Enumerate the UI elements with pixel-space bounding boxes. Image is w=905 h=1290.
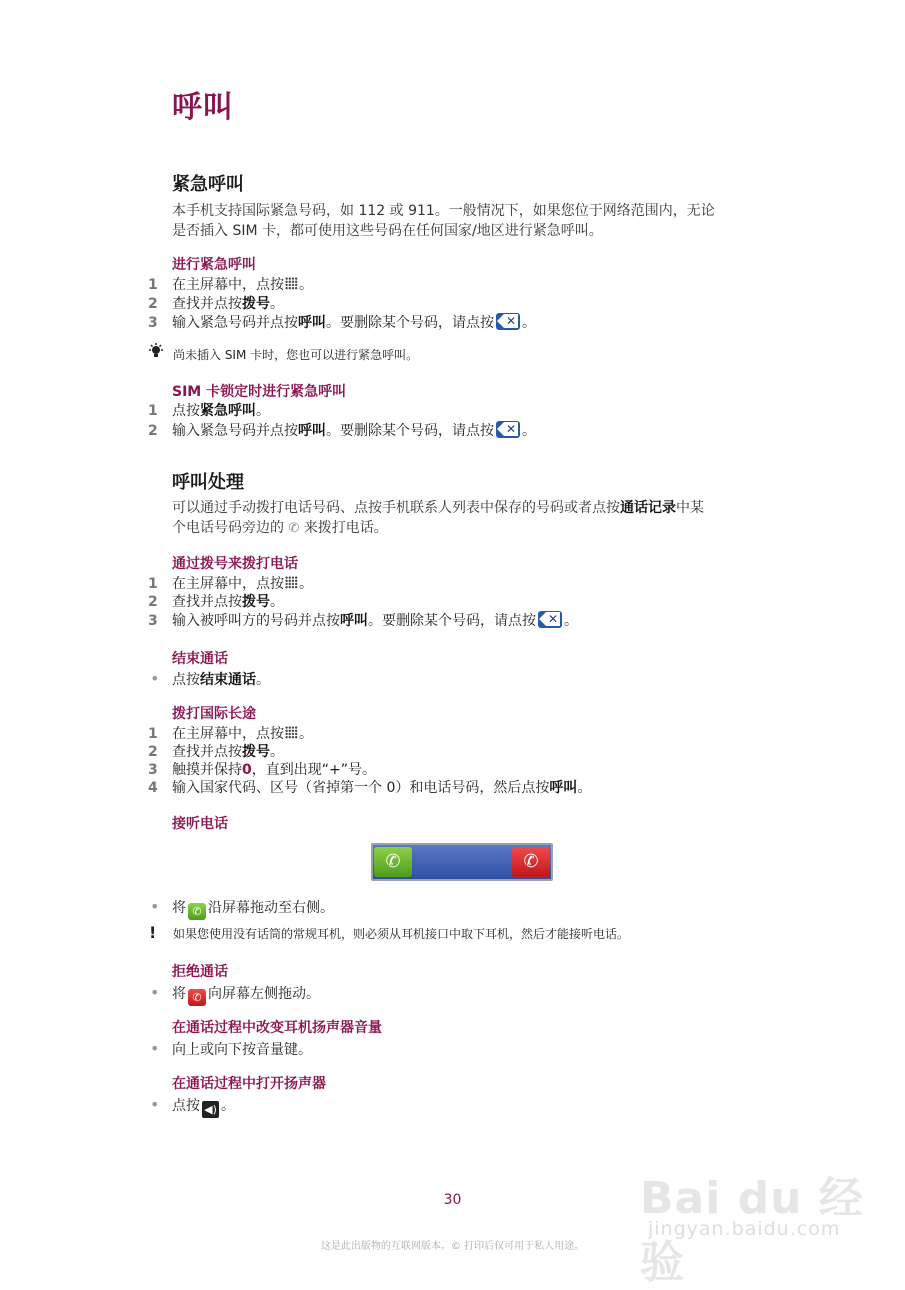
bullet: •	[150, 983, 160, 1002]
period: 。	[299, 277, 313, 293]
emergency-paragraph	[172, 201, 762, 241]
app-grid-icon[interactable]	[285, 726, 298, 739]
subheading-speaker: 在通话过程中打开扬声器	[172, 1076, 326, 1092]
step-number: 1	[148, 277, 158, 293]
step-text: 点按	[172, 403, 200, 419]
dial-label: 拨号	[242, 594, 270, 610]
step-text: 查找并点按	[172, 296, 242, 312]
lightbulb-tip-icon	[148, 343, 173, 362]
section-heading-call-handling: 呼叫处理	[172, 472, 244, 493]
step-row	[148, 421, 536, 441]
bullet-text: 点按	[172, 1098, 200, 1114]
page-title: 呼叫	[172, 90, 234, 125]
period: 。	[270, 296, 284, 312]
footer-note: 这是此出版物的互联网版本。© 打印后仅可用于私人用途。	[320, 1241, 585, 1252]
step-number: 2	[148, 744, 158, 760]
step-number: 1	[148, 403, 158, 419]
step-text: 输入紧急号码并点按	[172, 315, 298, 331]
step-number: 2	[148, 423, 158, 439]
call-log-label: 通话记录	[620, 500, 676, 516]
step-text: 在主屏幕中，点按	[172, 277, 284, 293]
app-grid-icon[interactable]	[285, 277, 298, 290]
period: 。	[299, 726, 313, 742]
period: 。	[299, 576, 313, 592]
period: 。	[522, 315, 536, 331]
bullet-text: 沿屏幕拖动至右侧。	[208, 900, 334, 916]
step-row	[148, 743, 284, 762]
call-handling-paragraph	[172, 498, 762, 539]
dial-label: 拨号	[242, 296, 270, 312]
step-number: 3	[148, 762, 158, 778]
backspace-delete-icon[interactable]: ✕	[496, 313, 520, 330]
para-text: 个电话号码旁边的	[172, 520, 284, 536]
step-row	[148, 761, 376, 780]
step-text: 输入紧急号码并点按	[172, 423, 298, 439]
bullet: •	[150, 1039, 160, 1058]
period: 。	[577, 780, 592, 796]
app-grid-icon[interactable]	[285, 576, 298, 589]
period: 。	[256, 672, 270, 688]
bullet: •	[150, 669, 160, 688]
bullet-row	[148, 1039, 312, 1060]
subheading-sim-locked: SIM 卡锁定时进行紧急呼叫	[172, 384, 347, 400]
step-row	[148, 575, 313, 594]
period: 。	[270, 594, 284, 610]
step-number: 1	[148, 726, 158, 742]
backspace-delete-icon[interactable]: ✕	[496, 421, 520, 438]
para-text: 可以通过手动拨打电话号码、点按手机联系人列表中保存的号码或者点按	[172, 500, 620, 516]
step-number: 1	[148, 576, 158, 592]
step-row	[148, 313, 536, 333]
step-text: 。要删除某个号码，请点按	[368, 613, 536, 629]
reject-call-icon[interactable]: ✆	[512, 847, 550, 877]
step-row	[148, 725, 313, 744]
para-text: 中某	[676, 500, 704, 516]
subheading-end-call: 结束通话	[172, 651, 228, 667]
step-text: 在主屏幕中，点按	[172, 576, 284, 592]
step-row	[148, 593, 284, 612]
subheading-answer-call: 接听电话	[172, 816, 228, 832]
step-number: 4	[148, 780, 158, 796]
backspace-delete-icon[interactable]: ✕	[538, 611, 562, 628]
bullet-text: 将	[172, 986, 186, 1002]
answer-call-icon[interactable]: ✆	[374, 847, 412, 877]
para-text: 来拨打电话。	[303, 520, 388, 536]
step-text: 触摸并保持	[172, 762, 242, 778]
phone-call-icon[interactable]: ✆	[288, 521, 300, 536]
answer-slider[interactable]	[371, 843, 553, 881]
period: 。	[270, 744, 284, 760]
step-row	[148, 402, 270, 421]
answer-call-icon[interactable]: ✆	[188, 903, 206, 920]
bullet-text: 向上或向下按音量键。	[172, 1042, 312, 1058]
bullet-text: 向屏幕左侧拖动。	[208, 986, 320, 1002]
bullet-text: 将	[172, 900, 186, 916]
call-label: 呼叫	[298, 315, 326, 331]
bullet-row	[148, 897, 334, 920]
subheading-dial-call: 通过拨号来拨打电话	[172, 556, 298, 572]
period: 。	[564, 613, 578, 629]
step-number: 3	[148, 613, 158, 629]
period: 。	[221, 1098, 235, 1114]
reject-call-icon[interactable]: ✆	[188, 989, 206, 1006]
step-text: ，直到出现“+”号。	[251, 762, 376, 778]
dial-label: 拨号	[242, 744, 270, 760]
subheading-reject-call: 拒绝通话	[172, 964, 228, 980]
step-text: 查找并点按	[172, 744, 242, 760]
period: 。	[522, 423, 536, 439]
bullet-row	[148, 1095, 235, 1118]
call-label: 呼叫	[549, 780, 578, 796]
step-row	[148, 779, 591, 798]
end-call-label: 结束通话	[200, 672, 256, 688]
bullet-row	[148, 983, 320, 1006]
call-label: 呼叫	[340, 613, 368, 629]
watermark-logo: Bai du 经验	[640, 1173, 864, 1288]
emergency-paragraph-line2: 是否插入 SIM 卡，都可使用这些号码在任何国家/地区进行紧急呼叫。	[172, 223, 603, 239]
speaker-icon[interactable]: ◀)	[202, 1101, 219, 1118]
zero-key-label: 0	[242, 762, 252, 778]
call-handling-paragraph-line2	[172, 518, 762, 539]
tip-text: 尚未插入 SIM 卡时，您也可以进行紧急呼叫。	[173, 348, 419, 362]
bullet-row	[148, 669, 270, 690]
step-number: 2	[148, 594, 158, 610]
bullet: •	[150, 1095, 160, 1114]
exclamation-warning-icon: !	[149, 923, 157, 942]
step-text: 。要删除某个号码，请点按	[326, 315, 494, 331]
bullet: •	[150, 897, 160, 916]
section-heading-emergency: 紧急呼叫	[172, 174, 244, 195]
bullet-text: 点按	[172, 672, 200, 688]
call-label: 呼叫	[298, 423, 326, 439]
step-row	[148, 276, 313, 295]
step-text: 输入被呼叫方的号码并点按	[172, 613, 340, 629]
step-text: 。要删除某个号码，请点按	[326, 423, 494, 439]
call-handling-paragraph-line1	[172, 498, 762, 518]
step-text: 输入国家代码、区号（省掉第一个 0）和电话号码，然后点按	[172, 780, 550, 796]
emergency-paragraph-line1: 本手机支持国际紧急号码，如 112 或 911。一般情况下，如果您位于网络范围内，无论	[172, 203, 715, 219]
step-row	[148, 611, 578, 631]
period: 。	[256, 403, 270, 419]
step-text: 在主屏幕中，点按	[172, 726, 284, 742]
subheading-volume: 在通话过程中改变耳机扬声器音量	[172, 1020, 382, 1036]
step-number: 3	[148, 315, 158, 331]
tip-note	[148, 343, 418, 363]
subheading-international-call: 拨打国际长途	[172, 706, 256, 722]
warning-text: 如果您使用没有话筒的常规耳机，则必须从耳机接口中取下耳机，然后才能接听电话。	[173, 927, 630, 941]
watermark-url: jingyan.baidu.com	[648, 1218, 841, 1240]
page-number: 30	[443, 1192, 462, 1208]
subheading-make-emergency-call: 进行紧急呼叫	[172, 257, 256, 273]
warning-note	[148, 923, 629, 942]
emergency-call-label: 紧急呼叫	[200, 403, 256, 419]
step-row	[148, 295, 284, 314]
step-number: 2	[148, 296, 158, 312]
step-text: 查找并点按	[172, 594, 242, 610]
